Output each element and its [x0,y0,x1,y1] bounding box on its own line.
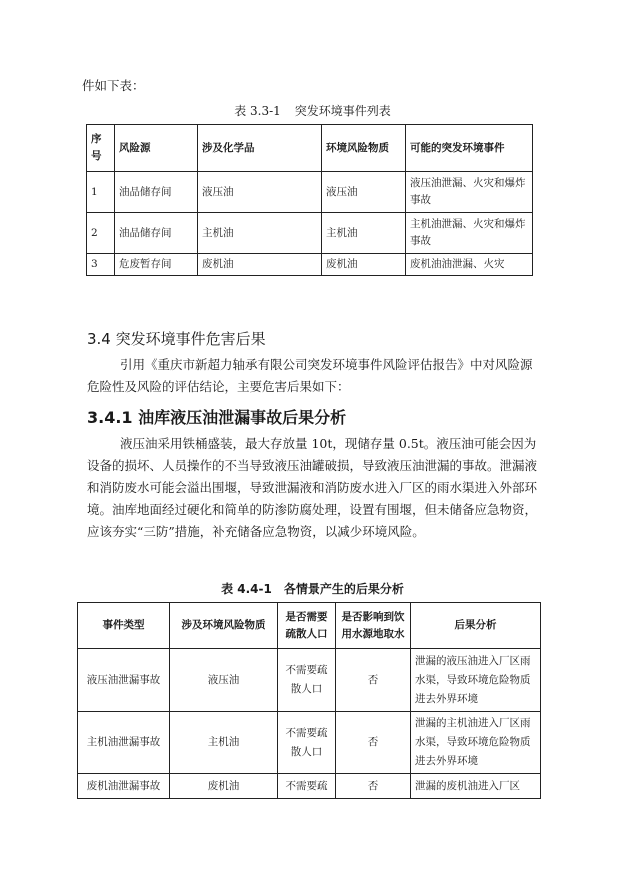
table-cell: 废机油 [322,254,406,276]
table-cell: 主机油泄漏、火灾和爆炸事故 [406,213,533,254]
table-cell: 废机油 [198,254,322,276]
table-cell: 油品储存间 [115,213,198,254]
table-cell: 废机油油泄漏、火灾 [406,254,533,276]
table-row [87,213,533,254]
table-cell: 主机油 [170,712,278,774]
table-cell: 液压油 [198,172,322,213]
header-cell: 风险源 [115,125,198,172]
table-cell: 废机油泄漏事故 [78,774,170,799]
table-cell: 3 [87,254,115,276]
table-cell: 废机油 [170,774,278,799]
table-cell: 液压油泄漏、火灾和爆炸事故 [406,172,533,213]
header-cell: 可能的突发环境事件 [406,125,533,172]
table-row [78,712,541,774]
table-cell: 1 [87,172,115,213]
table-cell: 泄漏的液压油进入厂区雨水渠，导致环境危险物质进去外界环境 [411,649,541,712]
table-cell: 否 [336,774,411,799]
header-cell: 涉及化学品 [198,125,322,172]
table2-caption [0,580,625,597]
header-cell: 是否影响到饮用水源地取水 [336,603,411,649]
table-cell: 否 [336,712,411,774]
table-header-row [78,603,541,649]
table-row [78,774,541,799]
table2-caption-number: 表 4.4-1 [221,582,272,596]
table-cell: 泄漏的废机油进入厂区 [411,774,541,799]
table-cell: 主机油 [322,213,406,254]
analysis-paragraph: 液压油采用铁桶盛装，最大存放量 10t，现储存量 0.5t。液压油可能会因为设备的损坏、人员操作的不当导致液压油罐破损，导致液压油泄漏的事故。泄漏液和消防废水可能会溢出围堰，导致泄漏液和消防废水进入厂区的雨水渠进入外部环境。油库地面经过硬化和简单的防渗防腐处理，设置有围堰，但未储备应急物资，应该夯实“三防”措施，补充储备应急物资，以减少环境风险。 [87,436,538,539]
lead-text: 件如下表： [82,78,145,93]
table1-caption-number: 表 3.3-1 [234,104,281,118]
table-header-row [87,125,533,172]
table-cell: 液压油 [170,649,278,712]
scenario-consequence-table [77,602,541,799]
table-cell: 泄漏的主机油进入厂区雨水渠，导致环境危险物质进去外界环境 [411,712,541,774]
table-cell: 液压油泄漏事故 [78,649,170,712]
intro-paragraph: 引用《重庆市新超力轴承有限公司突发环境事件风险评估报告》中对风险源危险性及风险的评估结论，主要危害后果如下： [87,357,533,394]
event-list-table [86,124,533,276]
table-cell: 不需要疏散人口 [278,712,336,774]
subsection-heading: 3.4.1 油库液压油泄漏事故后果分析 [87,408,347,427]
header-cell: 事件类型 [78,603,170,649]
table2-caption-title: 各情景产生的后果分析 [283,582,404,596]
table-cell: 不需要疏散人口 [278,649,336,712]
table-row [78,649,541,712]
table-row [87,254,533,276]
table-cell: 2 [87,213,115,254]
table-cell: 不需要疏 [278,774,336,799]
table1-caption [0,102,625,119]
header-cell: 序号 [87,125,115,172]
header-cell: 涉及环境风险物质 [170,603,278,649]
table-cell: 主机油 [198,213,322,254]
table-cell: 油品储存间 [115,172,198,213]
header-cell: 后果分析 [411,603,541,649]
header-cell: 是否需要疏散人口 [278,603,336,649]
table-cell: 否 [336,649,411,712]
table-cell: 主机油泄漏事故 [78,712,170,774]
header-cell: 环境风险物质 [322,125,406,172]
section-heading: 3.4 突发环境事件危害后果 [87,330,266,348]
table-row [87,172,533,213]
table-cell: 危废暂存间 [115,254,198,276]
table1-caption-title: 突发环境事件列表 [294,104,391,118]
table-cell: 液压油 [322,172,406,213]
